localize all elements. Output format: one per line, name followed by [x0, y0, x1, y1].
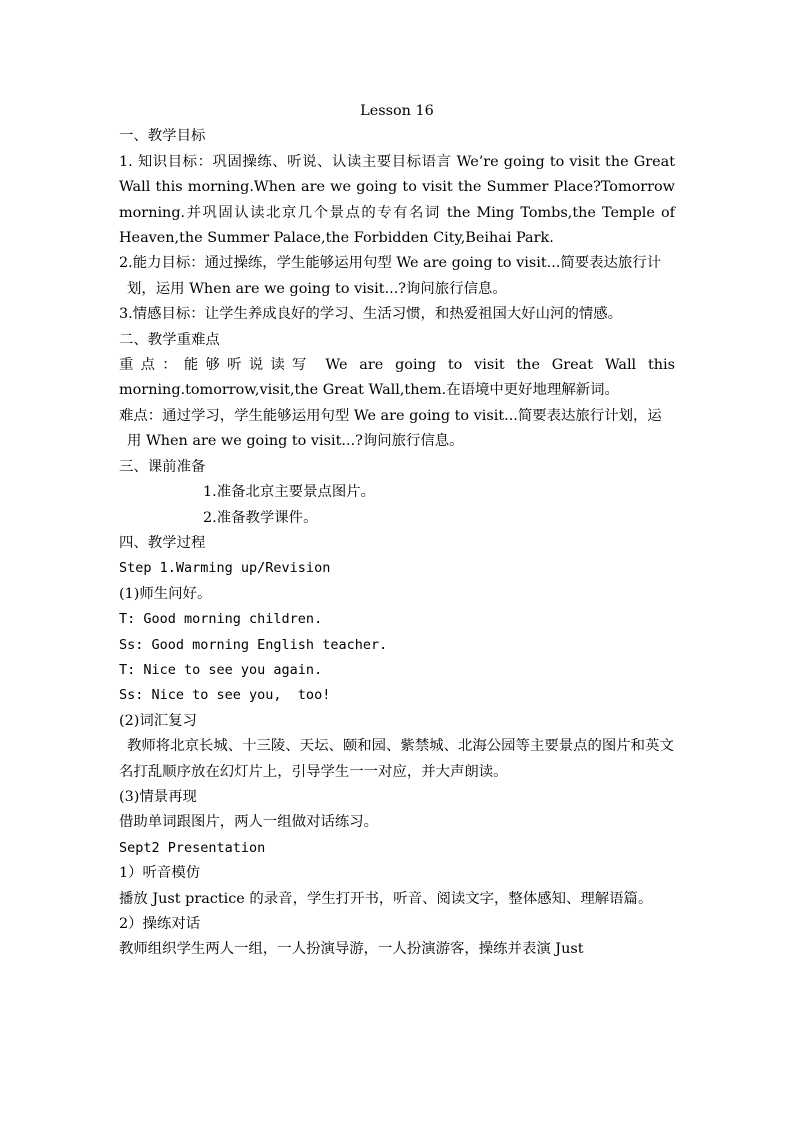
ability-goal: 2.能力目标：通过操练，学生能够运用句型 We are going to visit...简要表达旅行计划，运用 When are we going to visit...?询问旅行信息。 [119, 255, 662, 297]
emotion-goal: 3.情感目标：让学生养成良好的学习、生活习惯，和热爱祖国大好山河的情感。 [119, 306, 623, 323]
section-heading-preparation: 三、课前准备 [119, 458, 206, 475]
step1-part2: (2)词汇复习 [119, 712, 197, 729]
dialogue-line: Ss: Good morning English teacher. [119, 636, 388, 653]
dialogue-practice-text: 教师组织学生两人一组，一人扮演导游，一人扮演游客，操练并表演 Just [119, 941, 584, 958]
vocabulary-review-text: 教师将北京长城、十三陵、天坛、颐和园、紫禁城、北海公园等主要景点的图片和英文名打乱顺序放在幻灯片上，引导学生一一对应，并大声朗读。 [119, 738, 674, 780]
step2-part1: 1）听音模仿 [119, 865, 201, 882]
lesson-title: Lesson 16 [360, 103, 434, 119]
dialogue-line: T: Nice to see you again. [119, 661, 323, 678]
preparation-item: 2.准备教学课件。 [203, 509, 318, 526]
key-point-text: 重点：能够听说读写 We are going to visit the Great Wall this morning.tomorrow,visit,the Great Wall,them.在语境中更好地理解新词。 [119, 357, 680, 399]
preparation-item: 1.准备北京主要景点图片。 [203, 484, 376, 501]
dialogue-line: Ss: Nice to see you, too! [119, 687, 331, 704]
step1-title: Step 1.Warming up/Revision [119, 560, 331, 577]
difficult-point-text: 难点：通过学习，学生能够运用句型 We are going to visit...简要表达旅行计划，运用 When are we going to visit...?询问旅行信息。 [119, 407, 662, 450]
step2-title: Sept2 Presentation [119, 839, 266, 856]
step2-part2: 2）操练对话 [119, 916, 201, 932]
scene-replay-text: 借助单词跟图片，两人一组做对话练习。 [119, 814, 379, 831]
listening-text: 播放 Just practice 的录音，学生打开书，听音、阅读文字，整体感知、理解语篇。 [119, 890, 653, 907]
step1-part3: (3)情景再现 [119, 788, 197, 805]
section-heading-process: 四、教学过程 [119, 534, 206, 551]
section-heading-objectives: 一、教学目标 [119, 128, 206, 145]
knowledge-goal: 1. 知识目标：巩固操练、听说、认读主要目标语言 We’re going to visit the Great Wall this morning.When are we going to visit the Summer Place?Tomorrow morning.并巩固认读北京几个景点的专有名词 the Ming Tombs,the Temple of Heaven,the Summer Palace,the Forbidden City,Beihai Park. [119, 153, 680, 247]
document-page [119, 99, 680, 963]
step1-part1: (1)师生问好。 [119, 585, 212, 602]
dialogue-line: T: Good morning children. [119, 611, 323, 628]
section-heading-key-points: 二、教学重难点 [119, 331, 220, 348]
